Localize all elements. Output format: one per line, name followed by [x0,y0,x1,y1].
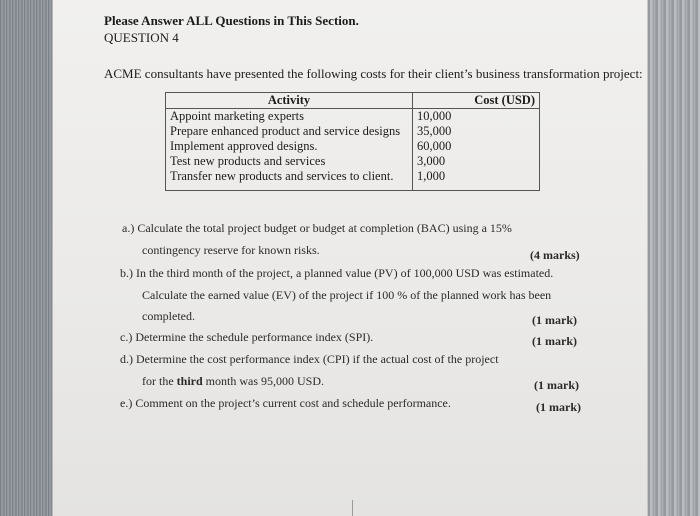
activity-cell: Test new products and services [166,154,413,169]
table-row [166,139,540,154]
activity-cell: Transfer new products and services to client. [166,169,413,191]
question-d-line2-post: month was 95,000 USD. [202,374,325,388]
question-b-line1: b.) In the third month of the project, a planned value (PV) of 100,000 USD was estimated. [120,266,554,280]
question-d-line1: d.) Determine the cost performance index (CPI) if the actual cost of the project [120,352,499,366]
cost-table [165,92,540,191]
table-header-row [166,93,540,109]
cost-cell: 60,000 [413,139,540,154]
question-d-line2-emphasis: third [176,374,203,388]
column-header-activity: Activity [166,93,413,109]
question-d-marks: (1 mark) [534,378,579,392]
table-row [166,109,540,125]
question-e-line1: e.) Comment on the project’s current cost and schedule performance. [120,396,451,410]
cost-cell: 35,000 [413,124,540,139]
question-b-line3: completed. [142,309,195,323]
table-row [166,124,540,139]
table-row [166,154,540,169]
intro-text: ACME consultants have presented the following costs for their client’s business transformation project: [104,66,643,81]
question-a-line2: contingency reserve for known risks. [142,243,320,257]
activity-cell: Prepare enhanced product and service designs [166,124,413,139]
question-d-line2-pre: for the [142,374,177,388]
question-a-line1: a.) Calculate the total project budget or budget at completion (BAC) using a 15% [122,221,512,235]
question-c-line1: c.) Determine the schedule performance index (SPI). [120,330,374,344]
question-b-marks: (1 mark) [532,313,577,327]
cost-cell: 10,000 [413,109,540,125]
question-d-line2 [142,374,324,389]
question-e-marks: (1 mark) [536,400,581,414]
activity-cell: Appoint marketing experts [166,109,413,125]
table-row [166,169,540,191]
paper-fold-mark [352,500,353,516]
section-header: Please Answer ALL Questions in This Section. [104,13,359,28]
activity-cell: Implement approved designs. [166,139,413,154]
cost-cell: 1,000 [413,169,540,191]
background-left [0,0,60,516]
question-b-line2: Calculate the earned value (EV) of the project if 100 % of the planned work has been [142,288,552,302]
column-header-cost: Cost (USD) [413,93,540,109]
question-a-marks: (4 marks) [530,248,580,262]
question-title: QUESTION 4 [104,30,179,45]
question-c-marks: (1 mark) [532,334,577,348]
cost-cell: 3,000 [413,154,540,169]
